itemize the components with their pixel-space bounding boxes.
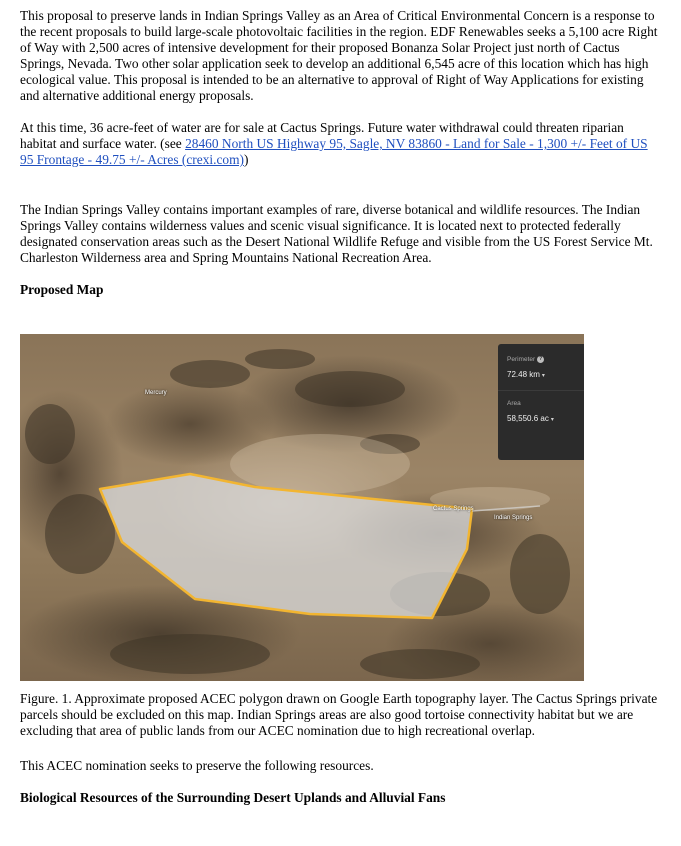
valley-paragraph: The Indian Springs Valley contains important examples of rare, diverse botanical and wildlife resources. The Indian Springs Valley contains wilderness values and scenic visual significance. It is located next to protected federally designated conservation areas such as the Desert National Wildlife Refuge and visible from the US Forest Service Mt. Charleston Wilderness area and Spring Mountains National Recreation Area. — [20, 202, 653, 265]
proposed-map-heading: Proposed Map — [20, 282, 104, 297]
help-icon[interactable]: ? — [539, 356, 543, 362]
measure-panel — [498, 344, 584, 460]
mercury-label: Mercury — [145, 390, 167, 396]
intro-paragraph: This proposal to preserve lands in Indian Springs Valley as an Area of Critical Environmental Concern is a response to the recent proposals to build large-scale photovoltaic facilities in the region. EDF Renewables seeks a 5,100 acre Right of Way with 2,500 acres of intensive development for their proposed Bonanza Solar Project just north of Cactus Springs, Nevada. Two other solar application seek to develop an additional 6,545 acre of this location which has high ecological value. This proposal is intended to be an alternative to approval of Right of Way Applications for existing and alternative additional energy proposals. — [20, 8, 658, 103]
proposed-acec-map — [20, 334, 584, 681]
caret-down-icon: ▾ — [541, 373, 545, 379]
acec-polygon — [100, 474, 472, 618]
nomination-paragraph: This ACEC nomination seeks to preserve the following resources. — [20, 758, 374, 773]
panel-divider — [498, 390, 584, 391]
perimeter-label: Perimeter ? — [507, 356, 543, 364]
water-text-end: ) — [243, 152, 249, 167]
water-paragraph — [20, 120, 660, 168]
water-text: At this time, 36 acre-feet of water are for sale at Cactus Springs. Future water withdrawal could threaten riparian habitat and surface water. (see — [20, 120, 624, 151]
document-body — [20, 8, 660, 298]
figure-caption: Figure. 1. Approximate proposed ACEC polygon drawn on Google Earth topography layer. The Cactus Springs private parcels should be excluded on this map. Indian Springs areas are also good tortoise connectivity habitat but we are excluding that area of public lands from our ACEC nomination due to high recreational overlap. — [20, 691, 658, 738]
cactus-springs-label: Cactus Springs — [433, 506, 474, 512]
caret-down-icon: ▾ — [550, 417, 554, 423]
indian-springs-label: Indian Springs — [494, 515, 533, 521]
biological-resources-heading: Biological Resources of the Surrounding Desert Uplands and Alluvial Fans — [20, 790, 446, 805]
crexi-link[interactable]: 28460 North US Highway 95, Sagle, NV 83860 - Land for Sale - 1,300 +/- Feet of US 95 Frontage - 49.75 +/- Acres (crexi.com) — [20, 136, 648, 167]
area-label: Area — [507, 400, 521, 407]
perimeter-value[interactable]: 72.48 km ▾ — [507, 370, 545, 379]
document-lower — [20, 691, 660, 806]
area-value[interactable]: 58,550.6 ac ▾ — [507, 414, 554, 423]
